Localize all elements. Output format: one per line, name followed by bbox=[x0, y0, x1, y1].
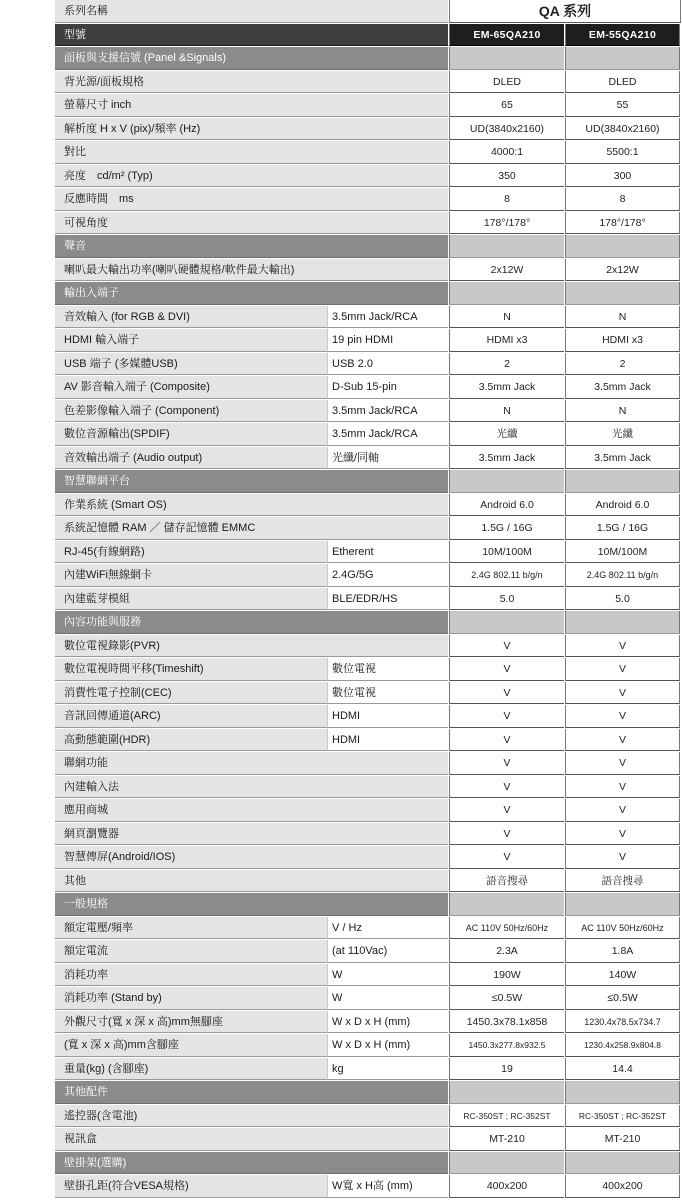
spec-value-model-2: 2x12W bbox=[565, 259, 680, 282]
spec-label: AV 影音輸入端子 (Composite) bbox=[55, 376, 327, 399]
spec-interface: 2.4G/5G bbox=[327, 564, 448, 587]
spec-value-model-1: 光纖 bbox=[449, 423, 564, 446]
spec-value-model-1: V bbox=[449, 658, 564, 681]
spec-row bbox=[0, 447, 682, 471]
series-name-row bbox=[0, 0, 682, 24]
section-blank-cell bbox=[449, 1081, 564, 1104]
spec-value-model-1: 3.5mm Jack bbox=[449, 447, 564, 470]
spec-value-model-2: 3.5mm Jack bbox=[565, 376, 680, 399]
spec-value-model-2: 2 bbox=[565, 353, 680, 376]
series-name-value: QA 系列 bbox=[449, 0, 681, 23]
spec-label: 外觀尺寸(寬 x 深 x 高)mm無腳座 bbox=[55, 1011, 327, 1034]
section-blank-cell bbox=[565, 235, 680, 258]
spec-value-model-1: 2x12W bbox=[449, 259, 564, 282]
spec-interface: 光纖/同軸 bbox=[327, 447, 448, 470]
section-blank-cell bbox=[449, 1152, 564, 1175]
spec-value-model-2: 55 bbox=[565, 94, 680, 117]
section-blank-cell bbox=[449, 611, 564, 634]
section-blank-cell bbox=[449, 47, 564, 70]
spec-label: 壁掛孔距(符合VESA規格) bbox=[55, 1175, 327, 1198]
spec-interface: 19 pin HDMI bbox=[327, 329, 448, 352]
spec-label: 額定電壓/頻率 bbox=[55, 917, 327, 940]
section-header-row bbox=[0, 1081, 682, 1105]
section-title: 內容功能與服務 bbox=[55, 611, 448, 634]
section-header-row bbox=[0, 893, 682, 917]
spec-value-model-2: V bbox=[565, 682, 680, 705]
spec-label: 消耗功率 bbox=[55, 964, 327, 987]
spec-row bbox=[0, 658, 682, 682]
spec-row bbox=[0, 752, 682, 776]
spec-row bbox=[0, 682, 682, 706]
spec-label: 數位音源輸出(SPDIF) bbox=[55, 423, 327, 446]
spec-row bbox=[0, 823, 682, 847]
spec-value-model-1: V bbox=[449, 823, 564, 846]
spec-row bbox=[0, 188, 682, 212]
spec-value-model-2: 8 bbox=[565, 188, 680, 211]
spec-label: 遙控器(含電池) bbox=[55, 1105, 448, 1128]
spec-value-model-1: 1450.3x78.1x858 bbox=[449, 1011, 564, 1034]
spec-row bbox=[0, 1128, 682, 1152]
spec-row bbox=[0, 917, 682, 941]
spec-value-model-1: 1450.3x277.8x932.5 bbox=[449, 1034, 564, 1057]
spec-value-model-1: 190W bbox=[449, 964, 564, 987]
spec-value-model-2: Android 6.0 bbox=[565, 494, 680, 517]
spec-value-model-1: HDMI x3 bbox=[449, 329, 564, 352]
spec-label: 網頁瀏覽器 bbox=[55, 823, 448, 846]
spec-label: 視訊盒 bbox=[55, 1128, 448, 1151]
spec-value-model-1: V bbox=[449, 682, 564, 705]
spec-value-model-1: V bbox=[449, 705, 564, 728]
spec-label: 數位電視錄影(PVR) bbox=[55, 635, 448, 658]
spec-interface: (at 110Vac) bbox=[327, 940, 448, 963]
spec-value-model-1: RC-350ST ; RC-352ST bbox=[449, 1105, 564, 1128]
spec-row bbox=[0, 400, 682, 424]
section-header-row bbox=[0, 235, 682, 259]
section-header-row bbox=[0, 1152, 682, 1176]
section-blank-cell bbox=[449, 470, 564, 493]
spec-row bbox=[0, 1105, 682, 1129]
model-label: 型號 bbox=[55, 24, 448, 47]
spec-row bbox=[0, 1175, 682, 1199]
spec-value-model-2: V bbox=[565, 729, 680, 752]
spec-value-model-2: RC-350ST ; RC-352ST bbox=[565, 1105, 680, 1128]
section-title: 一般規格 bbox=[55, 893, 448, 916]
spec-value-model-2: 178°/178° bbox=[565, 212, 680, 235]
spec-row bbox=[0, 635, 682, 659]
spec-value-model-1: 350 bbox=[449, 165, 564, 188]
spec-label: 背光源/面板規格 bbox=[55, 71, 448, 94]
spec-label: 對比 bbox=[55, 141, 448, 164]
model-name: EM-65QA210 bbox=[449, 24, 564, 47]
spec-label: 內建WiFi無線網卡 bbox=[55, 564, 327, 587]
spec-value-model-1: 5.0 bbox=[449, 588, 564, 611]
spec-label: 可視角度 bbox=[55, 212, 448, 235]
spec-value-model-1: V bbox=[449, 846, 564, 869]
spec-value-model-1: 2.4G 802.11 b/g/n bbox=[449, 564, 564, 587]
spec-value-model-2: 1.5G / 16G bbox=[565, 517, 680, 540]
spec-row bbox=[0, 494, 682, 518]
spec-label: 螢幕尺寸 inch bbox=[55, 94, 448, 117]
spec-interface: 3.5mm Jack/RCA bbox=[327, 400, 448, 423]
spec-value-model-2: N bbox=[565, 306, 680, 329]
spec-label: 智慧傳屏(Android/IOS) bbox=[55, 846, 448, 869]
spec-row bbox=[0, 1011, 682, 1035]
spec-value-model-2: 光纖 bbox=[565, 423, 680, 446]
spec-row bbox=[0, 212, 682, 236]
spec-row bbox=[0, 870, 682, 894]
section-title: 智慧聯網平台 bbox=[55, 470, 448, 493]
spec-value-model-1: AC 110V 50Hz/60Hz bbox=[449, 917, 564, 940]
spec-value-model-2: 5.0 bbox=[565, 588, 680, 611]
spec-row bbox=[0, 517, 682, 541]
spec-row bbox=[0, 165, 682, 189]
section-header-row bbox=[0, 611, 682, 635]
section-blank-cell bbox=[565, 1081, 680, 1104]
model-row bbox=[0, 24, 682, 48]
section-blank-cell bbox=[565, 47, 680, 70]
spec-value-model-2: V bbox=[565, 752, 680, 775]
spec-value-model-1: V bbox=[449, 729, 564, 752]
spec-label: 亮度 cd/m² (Typ) bbox=[55, 165, 448, 188]
spec-value-model-2: 語音搜尋 bbox=[565, 870, 680, 893]
spec-value-model-1: 1.5G / 16G bbox=[449, 517, 564, 540]
spec-label: 消耗功率 (Stand by) bbox=[55, 987, 327, 1010]
spec-value-model-1: 10M/100M bbox=[449, 541, 564, 564]
spec-label: 應用商城 bbox=[55, 799, 448, 822]
spec-label: 音訊回傳通道(ARC) bbox=[55, 705, 327, 728]
spec-value-model-2: 14.4 bbox=[565, 1058, 680, 1081]
spec-row bbox=[0, 353, 682, 377]
spec-value-model-2: ≤0.5W bbox=[565, 987, 680, 1010]
spec-row bbox=[0, 964, 682, 988]
spec-interface: USB 2.0 bbox=[327, 353, 448, 376]
spec-row bbox=[0, 118, 682, 142]
spec-value-model-2: UD(3840x2160) bbox=[565, 118, 680, 141]
spec-value-model-2: AC 110V 50Hz/60Hz bbox=[565, 917, 680, 940]
spec-value-model-2: HDMI x3 bbox=[565, 329, 680, 352]
spec-label: 數位電視時間平移(Timeshift) bbox=[55, 658, 327, 681]
spec-label: 喇叭最大輸出功率(喇叭硬體規格/軟件最大輸出) bbox=[55, 259, 448, 282]
spec-interface: W x D x H (mm) bbox=[327, 1034, 448, 1057]
spec-label: 內建輸入法 bbox=[55, 776, 448, 799]
spec-value-model-2: V bbox=[565, 705, 680, 728]
spec-label: 其他 bbox=[55, 870, 448, 893]
spec-value-model-1: 400x200 bbox=[449, 1175, 564, 1198]
series-name-label: 系列名稱 bbox=[55, 0, 448, 23]
spec-label: 反應時間 ms bbox=[55, 188, 448, 211]
spec-interface: Etherent bbox=[327, 541, 448, 564]
spec-value-model-2: 1.8A bbox=[565, 940, 680, 963]
spec-value-model-1: V bbox=[449, 635, 564, 658]
spec-row bbox=[0, 259, 682, 283]
spec-value-model-1: 65 bbox=[449, 94, 564, 117]
spec-interface: 數位電視 bbox=[327, 658, 448, 681]
spec-row bbox=[0, 141, 682, 165]
spec-interface: W bbox=[327, 964, 448, 987]
spec-row bbox=[0, 541, 682, 565]
spec-label: 作業系統 (Smart OS) bbox=[55, 494, 448, 517]
spec-value-model-2: N bbox=[565, 400, 680, 423]
section-blank-cell bbox=[565, 470, 680, 493]
spec-interface: W x D x H (mm) bbox=[327, 1011, 448, 1034]
spec-label: USB 端子 (多媒體USB) bbox=[55, 353, 327, 376]
spec-interface: HDMI bbox=[327, 729, 448, 752]
spec-row bbox=[0, 1058, 682, 1082]
spec-interface: V / Hz bbox=[327, 917, 448, 940]
spec-label: (寬 x 深 x 高)mm含腳座 bbox=[55, 1034, 327, 1057]
spec-value-model-1: N bbox=[449, 400, 564, 423]
section-blank-cell bbox=[449, 235, 564, 258]
spec-value-model-2: 2.4G 802.11 b/g/n bbox=[565, 564, 680, 587]
spec-value-model-1: MT-210 bbox=[449, 1128, 564, 1151]
spec-value-model-2: 10M/100M bbox=[565, 541, 680, 564]
spec-row bbox=[0, 987, 682, 1011]
spec-value-model-2: V bbox=[565, 658, 680, 681]
spec-value-model-2: V bbox=[565, 776, 680, 799]
spec-label: 額定電流 bbox=[55, 940, 327, 963]
spec-value-model-2: 400x200 bbox=[565, 1175, 680, 1198]
section-title: 壁掛架(選購) bbox=[55, 1152, 448, 1175]
spec-interface: BLE/EDR/HS bbox=[327, 588, 448, 611]
section-blank-cell bbox=[565, 1152, 680, 1175]
spec-value-model-1: 2.3A bbox=[449, 940, 564, 963]
section-blank-cell bbox=[565, 893, 680, 916]
spec-label: 消費性電子控制(CEC) bbox=[55, 682, 327, 705]
spec-value-model-1: 178°/178° bbox=[449, 212, 564, 235]
spec-value-model-1: Android 6.0 bbox=[449, 494, 564, 517]
section-blank-cell bbox=[449, 893, 564, 916]
section-blank-cell bbox=[565, 282, 680, 305]
spec-value-model-1: 19 bbox=[449, 1058, 564, 1081]
spec-row bbox=[0, 940, 682, 964]
section-title: 其他配件 bbox=[55, 1081, 448, 1104]
spec-value-model-1: 3.5mm Jack bbox=[449, 376, 564, 399]
spec-value-model-2: 300 bbox=[565, 165, 680, 188]
spec-value-model-1: UD(3840x2160) bbox=[449, 118, 564, 141]
section-header-row bbox=[0, 282, 682, 306]
spec-value-model-1: 語音搜尋 bbox=[449, 870, 564, 893]
spec-value-model-2: V bbox=[565, 823, 680, 846]
spec-interface: D-Sub 15-pin bbox=[327, 376, 448, 399]
section-header-row bbox=[0, 47, 682, 71]
spec-row bbox=[0, 376, 682, 400]
spec-label: 色差影像輸入端子 (Component) bbox=[55, 400, 327, 423]
spec-interface: 3.5mm Jack/RCA bbox=[327, 423, 448, 446]
section-title: 聲音 bbox=[55, 235, 448, 258]
spec-label: 系統記憶體 RAM ／ 儲存記憶體 EMMC bbox=[55, 517, 448, 540]
spec-value-model-1: DLED bbox=[449, 71, 564, 94]
model-name: EM-55QA210 bbox=[565, 24, 680, 47]
spec-value-model-2: 1230.4x78.5x734.7 bbox=[565, 1011, 680, 1034]
spec-value-model-2: 5500:1 bbox=[565, 141, 680, 164]
spec-row bbox=[0, 776, 682, 800]
spec-label: 解析度 H x V (pix)/頻率 (Hz) bbox=[55, 118, 448, 141]
spec-label: 音效輸入 (for RGB & DVI) bbox=[55, 306, 327, 329]
spec-row bbox=[0, 1034, 682, 1058]
spec-value-model-2: 1230.4x258.9x804.8 bbox=[565, 1034, 680, 1057]
spec-value-model-1: 8 bbox=[449, 188, 564, 211]
spec-interface: HDMI bbox=[327, 705, 448, 728]
spec-value-model-1: 2 bbox=[449, 353, 564, 376]
spec-interface: W bbox=[327, 987, 448, 1010]
spec-row bbox=[0, 329, 682, 353]
spec-label: 高動態範圍(HDR) bbox=[55, 729, 327, 752]
spec-value-model-1: ≤0.5W bbox=[449, 987, 564, 1010]
spec-row bbox=[0, 71, 682, 95]
spec-interface: 3.5mm Jack/RCA bbox=[327, 306, 448, 329]
spec-row bbox=[0, 799, 682, 823]
spec-value-model-1: V bbox=[449, 752, 564, 775]
spec-row bbox=[0, 705, 682, 729]
sections-container bbox=[0, 47, 682, 1199]
section-header-row bbox=[0, 470, 682, 494]
spec-label: HDMI 輸入端子 bbox=[55, 329, 327, 352]
spec-label: 重量(kg) (含腳座) bbox=[55, 1058, 327, 1081]
spec-row bbox=[0, 94, 682, 118]
section-blank-cell bbox=[565, 611, 680, 634]
spec-row bbox=[0, 423, 682, 447]
section-title: 面板與支援信號 (Panel &Signals) bbox=[55, 47, 448, 70]
section-title: 輸出入端子 bbox=[55, 282, 448, 305]
spec-value-model-2: MT-210 bbox=[565, 1128, 680, 1151]
spec-value-model-2: 140W bbox=[565, 964, 680, 987]
spec-value-model-2: 3.5mm Jack bbox=[565, 447, 680, 470]
spec-value-model-2: V bbox=[565, 846, 680, 869]
spec-interface: W寬 x H高 (mm) bbox=[327, 1175, 448, 1198]
spec-interface: 數位電視 bbox=[327, 682, 448, 705]
spec-row bbox=[0, 306, 682, 330]
spec-value-model-1: V bbox=[449, 776, 564, 799]
spec-row bbox=[0, 846, 682, 870]
spec-row bbox=[0, 729, 682, 753]
spec-value-model-1: V bbox=[449, 799, 564, 822]
spec-label: 聯網功能 bbox=[55, 752, 448, 775]
spec-row bbox=[0, 564, 682, 588]
spec-value-model-2: V bbox=[565, 799, 680, 822]
spec-interface: kg bbox=[327, 1058, 448, 1081]
section-blank-cell bbox=[449, 282, 564, 305]
spec-value-model-2: V bbox=[565, 635, 680, 658]
spec-value-model-1: 4000:1 bbox=[449, 141, 564, 164]
spec-value-model-2: DLED bbox=[565, 71, 680, 94]
spec-label: 音效輸出端子 (Audio output) bbox=[55, 447, 327, 470]
spec-label: RJ-45(有線網路) bbox=[55, 541, 327, 564]
spec-value-model-1: N bbox=[449, 306, 564, 329]
spec-label: 內建藍芽模組 bbox=[55, 588, 327, 611]
spec-row bbox=[0, 588, 682, 612]
